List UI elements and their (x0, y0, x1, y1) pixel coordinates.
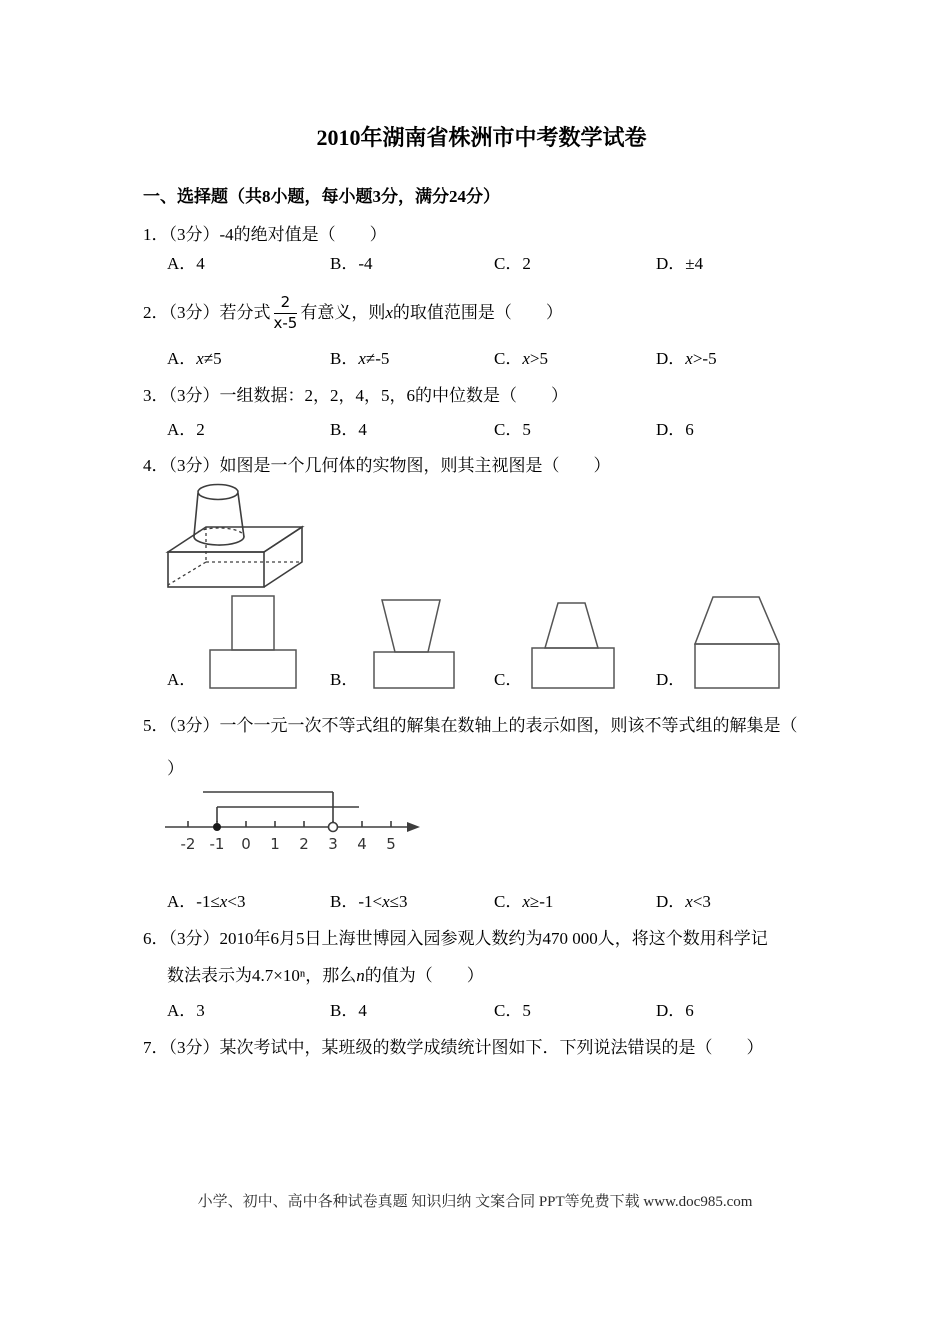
fraction-numerator: 2 (274, 294, 298, 313)
page-title: 2010年湖南省株洲市中考数学试卷 (316, 125, 647, 150)
shape-label-c: C． (494, 670, 523, 690)
question-6-text-line2: 数法表示为4.7×10ⁿ，那么n的值为（ ） (167, 965, 484, 985)
option-d: D．6 (656, 419, 694, 439)
tick-label: 4 (357, 834, 367, 853)
option-d: D．x>-5 (656, 349, 717, 369)
option-c: C．x≥-1 (494, 891, 554, 911)
solid-figure (160, 480, 820, 590)
option-a: A．4 (167, 254, 205, 274)
question-2-text (143, 288, 820, 338)
option-c: C．5 (494, 419, 531, 439)
footer-text: 小学、初中、高中各种试卷真题 知识归纳 文案合同 PPT等免费下载 www.doc985.com (197, 1194, 753, 1210)
open-endpoint-circle (329, 822, 338, 831)
tick-label: -2 (180, 834, 196, 853)
option-b: B．-4 (330, 254, 373, 274)
tick-label: 2 (299, 834, 309, 853)
shape-option-a (167, 594, 330, 690)
numberline-figure (163, 781, 820, 866)
question-3-options (167, 418, 820, 442)
question-6-text-line1: 6．（3分）2010年6月5日上海世博园入园参观人数约为470 000人，将这个数用科学记 (143, 928, 768, 948)
rect-on-rect-shape (202, 594, 302, 690)
inverted-trapezoid-on-rect-shape (364, 594, 464, 690)
tick-label: -1 (209, 834, 225, 853)
fraction-denominator: x-5 (273, 313, 298, 332)
question-3-text: 3．（3分）一组数据：2，2，4，5，6的中位数是（ ） (143, 385, 568, 405)
question-5-options (167, 890, 820, 914)
question-2-options (167, 347, 820, 371)
tick-label: 3 (328, 834, 338, 853)
question-2-suffix: 有意义，则x的取值范围是（ ） (300, 303, 563, 323)
option-d: D．±4 (656, 254, 704, 274)
question-5-text-line1: 5．（3分）一个一元一次不等式组的解集在数轴上的表示如图，则该不等式组的解集是（ (143, 716, 798, 736)
section-heading: 一、选择题（共8小题，每小题3分，满分24分） (143, 186, 500, 206)
option-a: A．x≠5 (167, 349, 222, 369)
option-c: C．x>5 (494, 349, 548, 369)
question-4-text: 4．（3分）如图是一个几何体的实物图，则其主视图是（ ） (143, 455, 611, 475)
option-a: A．3 (167, 1001, 205, 1021)
question-6-options (167, 999, 820, 1023)
inequality-numberline (163, 781, 433, 866)
option-b: B．-1<x≤3 (330, 891, 408, 911)
option-d: D．x<3 (656, 891, 711, 911)
axis-arrowhead (407, 822, 420, 832)
option-b: B．4 (330, 1001, 367, 1021)
question-7-text: 7．（3分）某次考试中，某班级的数学成绩统计图如下．下列说法错误的是（ ） (143, 1038, 764, 1058)
shape-option-d (656, 594, 820, 690)
cuboid-frustum-figure (160, 480, 315, 590)
question-5-text-line2: ） (167, 759, 184, 779)
question-1-options (167, 252, 820, 276)
option-a: A．-1≤x<3 (167, 891, 246, 911)
question-4-shape-options (167, 594, 820, 690)
option-a: A．2 (167, 419, 205, 439)
option-d: D．6 (656, 1001, 694, 1021)
wide-trapezoid-on-rect-shape (691, 594, 791, 690)
option-b: B．x≠-5 (330, 349, 390, 369)
question-1-text: 1．（3分）-4的绝对值是（ ） (143, 224, 387, 244)
closed-endpoint-dot (213, 823, 221, 831)
option-c: C．5 (494, 1001, 531, 1021)
shape-label-d: D． (656, 670, 686, 690)
shape-label-b: B． (330, 670, 359, 690)
option-c: C．2 (494, 254, 531, 274)
shape-option-c (494, 594, 656, 690)
question-2-prefix: 2．（3分）若分式 (143, 303, 271, 323)
option-b: B．4 (330, 419, 367, 439)
tick-label: 0 (241, 834, 251, 853)
fraction (274, 294, 298, 332)
tick-label: 5 (386, 834, 396, 853)
shape-option-b (330, 594, 494, 690)
tick-label: 1 (270, 834, 280, 853)
small-trapezoid-on-rect-shape (528, 594, 628, 690)
shape-label-a: A． (167, 670, 197, 690)
